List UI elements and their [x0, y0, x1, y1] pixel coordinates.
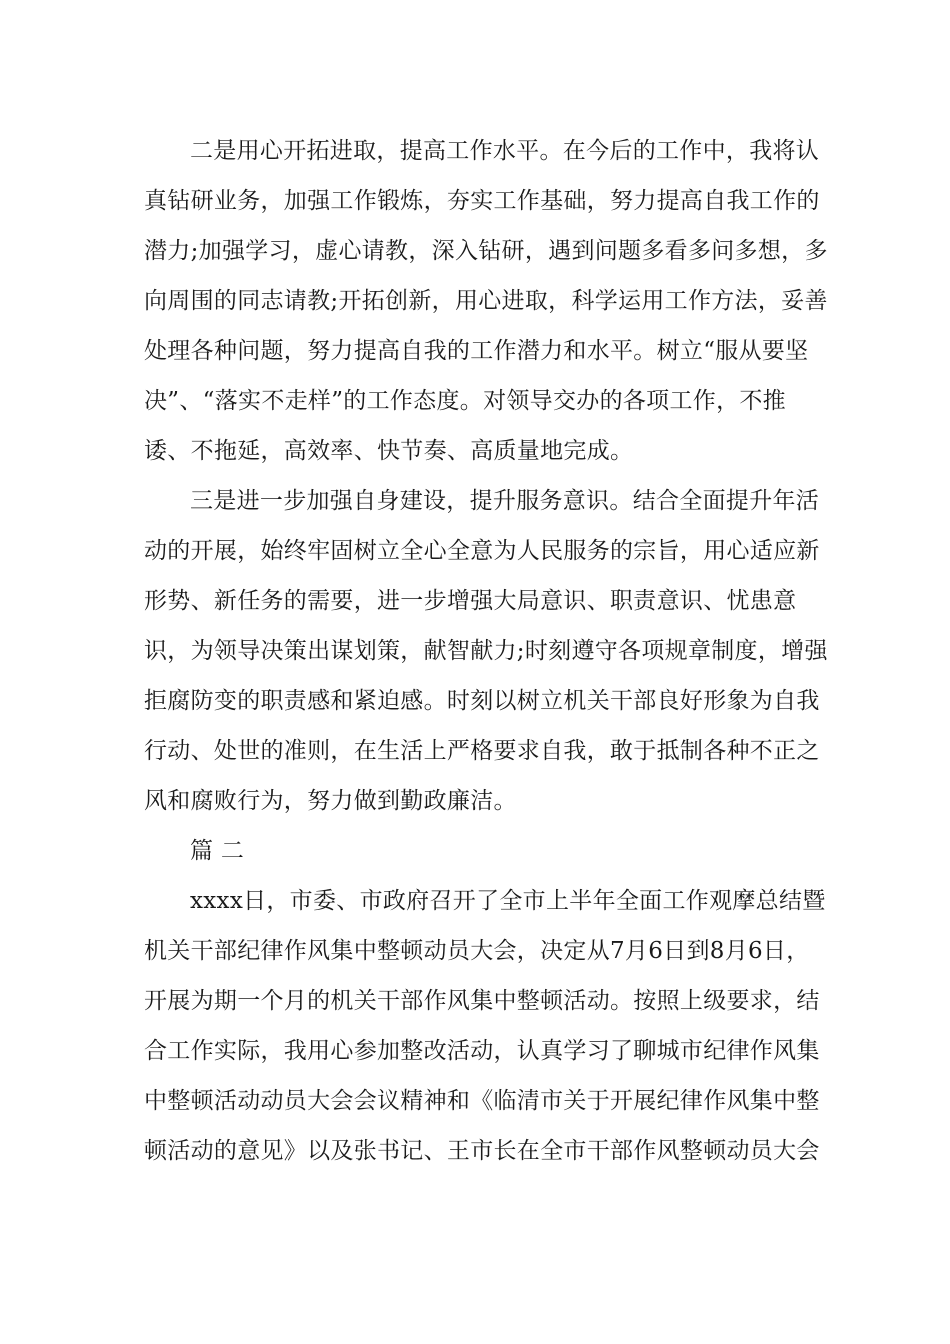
text-line: 篇 二	[190, 838, 245, 864]
text-line: 二是用心开拓进取，提高工作水平。在今后的工作中，我将认	[190, 138, 820, 164]
text-line: 顿活动的意见》以及张书记、王市长在全市干部作风整顿动员大会	[144, 1138, 820, 1164]
text-line: 中整顿活动动员大会会议精神和《临清市关于开展纪律作风集中整	[144, 1088, 820, 1114]
text-line: 真钻研业务，加强工作锻炼，夯实工作基础，努力提高自我工作的	[144, 188, 820, 214]
text-line: 形势、新任务的需要，进一步增强大局意识、职责意识、忧患意	[144, 588, 797, 614]
text-line: 处理各种问题，努力提高自我的工作潜力和水平。树立“服从要坚	[144, 338, 809, 364]
text-line: 向周围的同志请教;开拓创新，用心进取，科学运用工作方法，妥善	[144, 288, 828, 314]
text-line: 拒腐防变的职责感和紧迫感。时刻以树立机关干部良好形象为自我	[144, 688, 820, 714]
text-line: 动的开展，始终牢固树立全心全意为人民服务的宗旨，用心适应新	[144, 538, 820, 564]
text-line: 潜力;加强学习，虚心请教，深入钻研，遇到问题多看多问多想，多	[144, 238, 828, 264]
text-line: 合工作实际，我用心参加整改活动，认真学习了聊城市纪律作风集	[144, 1038, 820, 1064]
text-line: 诿、不拖延，高效率、快节奏、高质量地完成。	[144, 438, 634, 464]
text-line: 识，为领导决策出谋划策，献智献力;时刻遵守各项规章制度，增强	[144, 638, 828, 664]
document-body	[144, 126, 828, 1176]
text-line: 机关干部纪律作风集中整顿动员大会，决定从7月6日到8月6日，	[144, 938, 810, 964]
text-line: 决”、“落实不走样”的工作态度。对领导交办的各项工作，不推	[144, 388, 786, 414]
text-line: 风和腐败行为，努力做到勤政廉洁。	[144, 788, 517, 814]
text-line: 三是进一步加强自身建设，提升服务意识。结合全面提升年活	[190, 488, 820, 514]
text-line: 开展为期一个月的机关干部作风集中整顿活动。按照上级要求，结	[144, 988, 820, 1014]
text-line: xxxx日，市委、市政府召开了全市上半年全面工作观摩总结暨	[190, 888, 826, 914]
text-line: 行动、处世的准则，在生活上严格要求自我，敢于抵制各种不正之	[144, 738, 820, 764]
